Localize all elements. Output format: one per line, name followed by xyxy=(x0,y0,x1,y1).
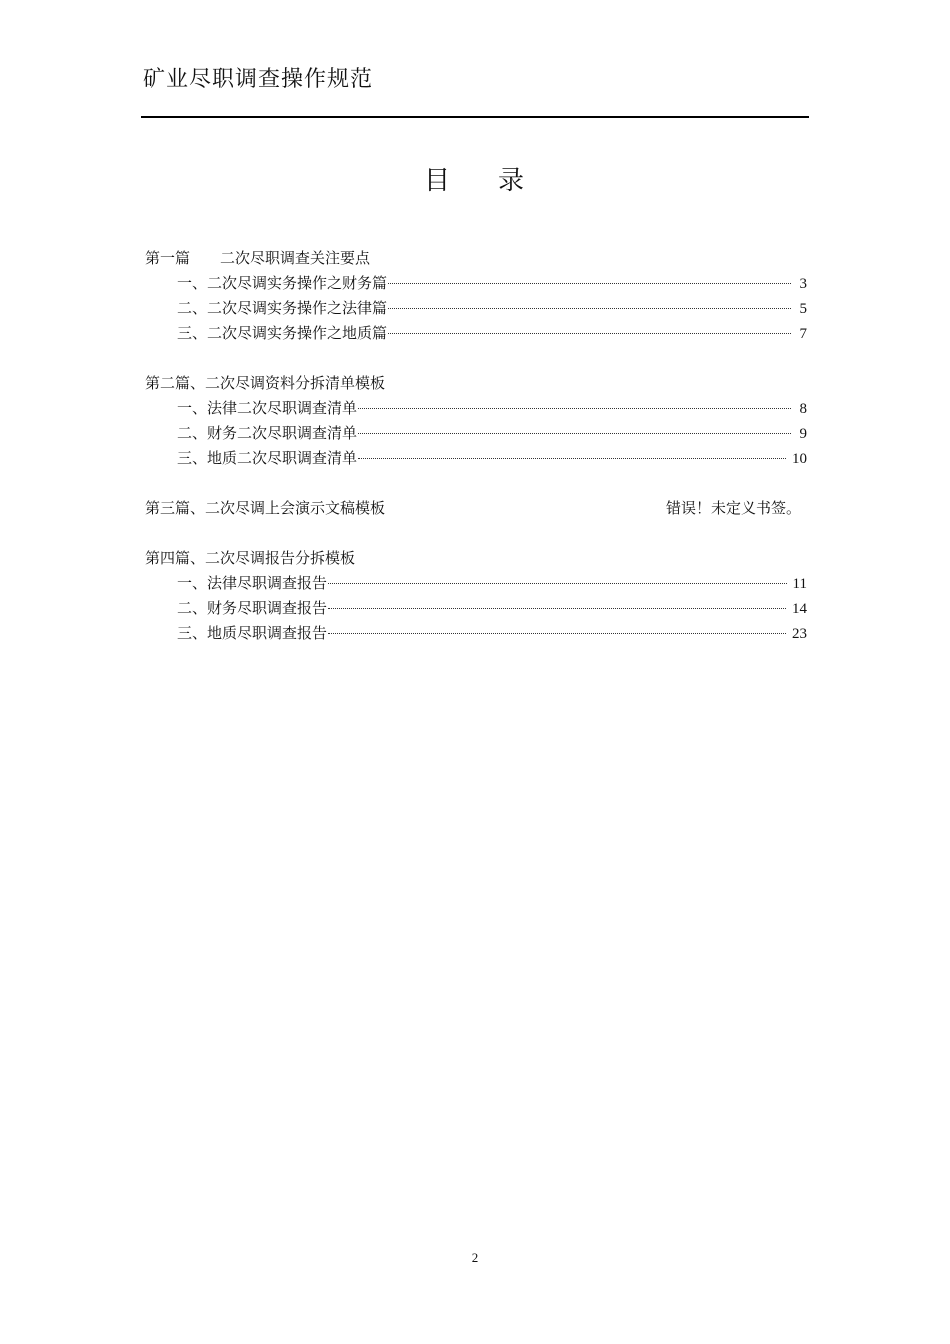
toc-entry-page: 9 xyxy=(799,426,807,442)
toc-part-title[interactable] xyxy=(145,496,807,521)
toc-leader-dots xyxy=(358,458,786,459)
toc-entry-page: 5 xyxy=(799,301,807,317)
toc-entry[interactable] xyxy=(145,621,807,646)
toc-entry[interactable] xyxy=(145,596,807,621)
toc-leader-dots xyxy=(388,308,791,309)
toc-leader-dots xyxy=(388,333,791,334)
toc-entry-page: 11 xyxy=(792,576,807,592)
toc-part-title-text: 第一篇 二次尽职调查关注要点 xyxy=(145,249,371,267)
toc-part-4 xyxy=(145,546,807,646)
toc-entry[interactable] xyxy=(145,321,807,346)
toc-heading-char-1: 目 xyxy=(423,166,452,196)
page-number: 2 xyxy=(471,1250,479,1265)
table-of-contents xyxy=(145,246,807,671)
toc-entry-label: 三、二次尽调实务操作之地质篇 xyxy=(177,324,388,342)
toc-entry-page: 14 xyxy=(792,601,807,617)
toc-leader-dots xyxy=(328,608,786,609)
toc-entry[interactable] xyxy=(145,271,807,296)
toc-part-title[interactable] xyxy=(145,546,807,571)
toc-leader-dots xyxy=(328,583,787,584)
toc-entry-label: 二、二次尽调实务操作之法律篇 xyxy=(177,299,388,317)
header-divider xyxy=(141,116,809,118)
toc-entry-label: 三、地质二次尽职调查清单 xyxy=(177,449,358,467)
toc-entry[interactable] xyxy=(145,396,807,421)
toc-part-title-text: 第二篇、二次尽调资料分拆清单模板 xyxy=(145,374,386,392)
toc-entry-label: 三、地质尽职调查报告 xyxy=(177,624,328,642)
toc-leader-dots xyxy=(358,433,791,434)
toc-part-3 xyxy=(145,496,807,521)
bookmark-error-text: 错误！未定义书签。 xyxy=(665,499,801,517)
toc-leader-dots xyxy=(358,408,791,409)
toc-entry-label: 一、法律尽职调查报告 xyxy=(177,574,328,592)
toc-leader-dots xyxy=(328,633,786,634)
toc-entry-label: 二、财务二次尽职调查清单 xyxy=(177,424,358,442)
toc-entry-label: 二、财务尽职调查报告 xyxy=(177,599,328,617)
toc-entry-page: 23 xyxy=(792,626,807,642)
toc-entry-label: 一、二次尽调实务操作之财务篇 xyxy=(177,274,388,292)
toc-leader-dots xyxy=(388,283,791,284)
toc-entry-page: 10 xyxy=(792,451,807,467)
toc-part-title-text: 第三篇、二次尽调上会演示文稿模板 xyxy=(145,499,386,517)
toc-entry-page: 3 xyxy=(799,276,807,292)
toc-entry[interactable] xyxy=(145,421,807,446)
toc-entry[interactable] xyxy=(145,446,807,471)
toc-part-1 xyxy=(145,246,807,346)
toc-part-title[interactable] xyxy=(145,246,807,271)
toc-entry[interactable] xyxy=(145,296,807,321)
toc-entry-page: 7 xyxy=(799,326,807,342)
toc-heading-char-2: 录 xyxy=(498,166,527,196)
toc-entry-label: 一、法律二次尽职调查清单 xyxy=(177,399,358,417)
toc-part-title-text: 第四篇、二次尽调报告分拆模板 xyxy=(145,549,356,567)
document-header-title: 矿业尽职调查操作规范 xyxy=(143,67,374,92)
toc-part-2 xyxy=(145,371,807,471)
toc-entry[interactable] xyxy=(145,571,807,596)
toc-entry-page: 8 xyxy=(799,401,807,417)
toc-part-title[interactable] xyxy=(145,371,807,396)
toc-heading xyxy=(0,160,950,197)
